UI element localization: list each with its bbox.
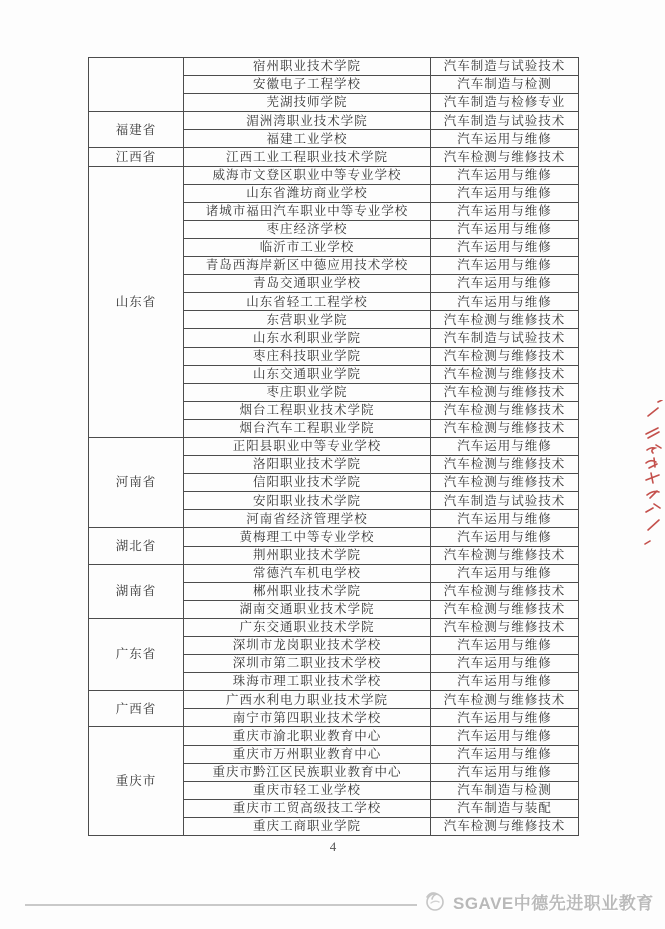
page-number: 4 [329, 839, 337, 854]
province-cell: 重庆市 [89, 727, 184, 836]
school-cell: 山东省潍坊商业学校 [184, 184, 431, 202]
school-cell: 深圳市第二职业技术学校 [184, 655, 431, 673]
school-cell: 信阳职业技术学院 [184, 474, 431, 492]
program-cell: 汽车运用与维修 [431, 709, 579, 727]
school-cell: 深圳市龙岗职业技术学校 [184, 637, 431, 655]
school-cell: 临沂市工业学校 [184, 238, 431, 256]
program-cell: 汽车检测与维修技术 [431, 474, 579, 492]
footer [0, 885, 665, 921]
province-cell: 湖南省 [89, 564, 184, 618]
school-cell: 重庆市渝北职业教育中心 [184, 727, 431, 745]
school-cell: 枣庄经济学校 [184, 220, 431, 238]
program-cell: 汽车运用与维修 [431, 763, 579, 781]
school-cell: 黄梅理工中等专业学校 [184, 528, 431, 546]
school-cell: 重庆工商职业学院 [184, 817, 431, 835]
program-cell: 汽车运用与维修 [431, 293, 579, 311]
program-cell: 汽车检测与维修技术 [431, 401, 579, 419]
province-cell: 广东省 [89, 618, 184, 690]
school-cell: 常德汽车机电学校 [184, 564, 431, 582]
province-cell: 江西省 [89, 148, 184, 166]
province-cell: 河南省 [89, 437, 184, 527]
program-cell: 汽车运用与维修 [431, 727, 579, 745]
table-row [89, 166, 579, 184]
program-cell: 汽车运用与维修 [431, 528, 579, 546]
table-row [89, 437, 579, 455]
program-cell: 汽车检测与维修技术 [431, 365, 579, 383]
province-cell: 广西省 [89, 691, 184, 727]
school-cell: 福建工业学校 [184, 130, 431, 148]
school-cell: 东营职业学院 [184, 311, 431, 329]
program-cell: 汽车运用与维修 [431, 655, 579, 673]
school-cell: 正阳县职业中等专业学校 [184, 437, 431, 455]
school-cell: 山东省轻工工程学校 [184, 293, 431, 311]
school-cell: 宿州职业技术学院 [184, 58, 431, 76]
table-row [89, 691, 579, 709]
program-cell: 汽车制造与检测 [431, 781, 579, 799]
footer-divider-line [25, 904, 417, 906]
program-cell: 汽车检测与维修技术 [431, 419, 579, 437]
program-cell: 汽车运用与维修 [431, 220, 579, 238]
program-cell: 汽车检测与维修技术 [431, 383, 579, 401]
school-cell: 湄洲湾职业技术学院 [184, 112, 431, 130]
school-cell: 安徽电子工程学校 [184, 76, 431, 94]
school-cell: 湖南交通职业技术学院 [184, 600, 431, 618]
program-cell: 汽车检测与维修技术 [431, 148, 579, 166]
program-cell: 汽车制造与试验技术 [431, 112, 579, 130]
dove-logo-icon [423, 889, 447, 913]
school-cell: 烟台汽车工程职业学院 [184, 419, 431, 437]
program-cell: 汽车制造与试验技术 [431, 492, 579, 510]
table-row [89, 528, 579, 546]
province-cell: 福建省 [89, 112, 184, 148]
program-cell: 汽车运用与维修 [431, 130, 579, 148]
program-cell: 汽车检测与维修技术 [431, 618, 579, 636]
footer-brand-text: SGAVE中德先进职业教育 [453, 894, 654, 913]
school-cell: 珠海市理工职业技术学校 [184, 673, 431, 691]
program-cell: 汽车运用与维修 [431, 437, 579, 455]
program-cell: 汽车检测与维修技术 [431, 600, 579, 618]
program-cell: 汽车检测与维修技术 [431, 582, 579, 600]
program-cell: 汽车制造与检测 [431, 76, 579, 94]
school-cell: 江西工业工程职业技术学院 [184, 148, 431, 166]
province-cell: 湖北省 [89, 528, 184, 564]
table-body [89, 58, 579, 836]
program-cell: 汽车制造与试验技术 [431, 329, 579, 347]
school-cell: 广西水利电力职业技术学院 [184, 691, 431, 709]
table-row [89, 148, 579, 166]
program-cell: 汽车运用与维修 [431, 510, 579, 528]
school-cell: 枣庄职业学院 [184, 383, 431, 401]
program-cell: 汽车运用与维修 [431, 202, 579, 220]
program-cell: 汽车检测与维修技术 [431, 691, 579, 709]
province-cell: 山东省 [89, 166, 184, 437]
program-cell: 汽车运用与维修 [431, 275, 579, 293]
school-cell: 山东水利职业学院 [184, 329, 431, 347]
program-cell: 汽车运用与维修 [431, 637, 579, 655]
school-cell: 重庆市黔江区民族职业教育中心 [184, 763, 431, 781]
school-cell: 洛阳职业技术学院 [184, 456, 431, 474]
program-cell: 汽车制造与检修专业 [431, 94, 579, 112]
program-cell: 汽车运用与维修 [431, 238, 579, 256]
school-cell: 广东交通职业技术学院 [184, 618, 431, 636]
school-cell: 安阳职业技术学院 [184, 492, 431, 510]
program-cell: 汽车运用与维修 [431, 184, 579, 202]
school-cell: 青岛交通职业学校 [184, 275, 431, 293]
school-cell: 山东交通职业学院 [184, 365, 431, 383]
table-row [89, 618, 579, 636]
school-cell: 诸城市福田汽车职业中等专业学校 [184, 202, 431, 220]
school-cell: 威海市文登区职业中等专业学校 [184, 166, 431, 184]
table-row [89, 727, 579, 745]
school-cell: 青岛西海岸新区中德应用技术学校 [184, 257, 431, 275]
program-cell: 汽车检测与维修技术 [431, 456, 579, 474]
program-cell: 汽车检测与维修技术 [431, 817, 579, 835]
school-cell: 重庆市万州职业教育中心 [184, 745, 431, 763]
table-row [89, 112, 579, 130]
province-school-table [88, 57, 579, 836]
program-cell: 汽车运用与维修 [431, 257, 579, 275]
program-cell: 汽车运用与维修 [431, 673, 579, 691]
program-cell: 汽车运用与维修 [431, 745, 579, 763]
program-cell: 汽车运用与维修 [431, 564, 579, 582]
program-cell: 汽车制造与试验技术 [431, 58, 579, 76]
school-cell: 枣庄科技职业学院 [184, 347, 431, 365]
school-cell: 芜湖技师学院 [184, 94, 431, 112]
table-row [89, 564, 579, 582]
program-cell: 汽车检测与维修技术 [431, 546, 579, 564]
school-cell: 重庆市工贸高级技工学校 [184, 799, 431, 817]
school-cell: 郴州职业技术学院 [184, 582, 431, 600]
program-cell: 汽车检测与维修技术 [431, 311, 579, 329]
program-cell: 汽车检测与维修技术 [431, 347, 579, 365]
school-cell: 南宁市第四职业技术学校 [184, 709, 431, 727]
table-row [89, 58, 579, 76]
province-cell [89, 58, 184, 112]
school-cell: 河南省经济管理学校 [184, 510, 431, 528]
red-handwriting-annotation [642, 400, 665, 545]
school-cell: 荆州职业技术学院 [184, 546, 431, 564]
program-cell: 汽车运用与维修 [431, 166, 579, 184]
program-cell: 汽车制造与装配 [431, 799, 579, 817]
school-cell: 重庆市轻工业学校 [184, 781, 431, 799]
school-cell: 烟台工程职业技术学院 [184, 401, 431, 419]
